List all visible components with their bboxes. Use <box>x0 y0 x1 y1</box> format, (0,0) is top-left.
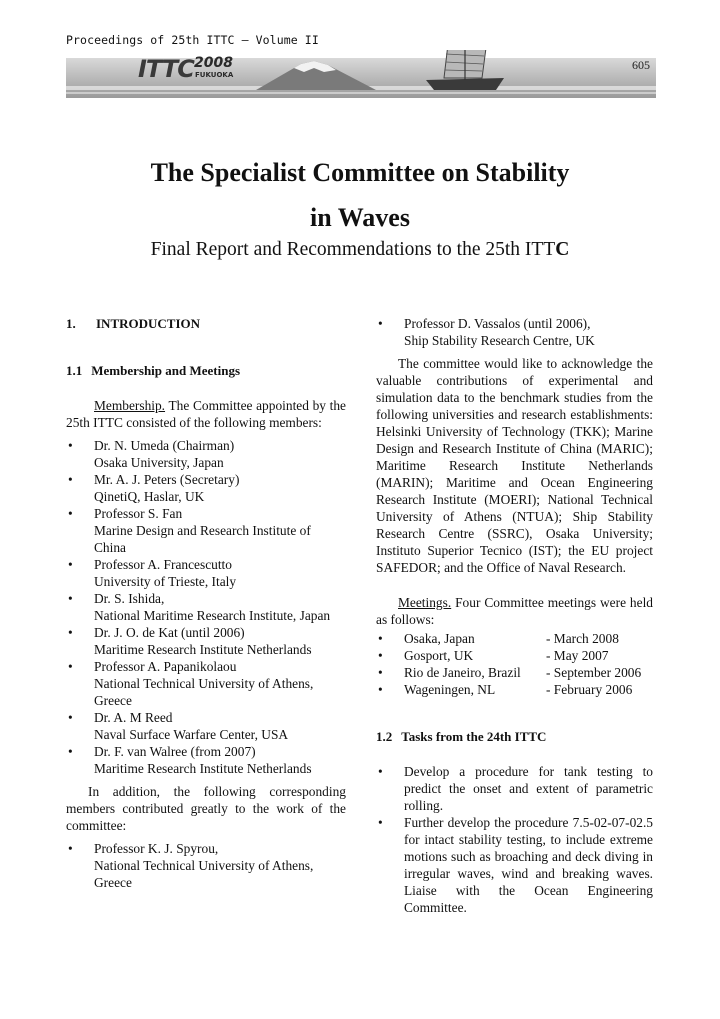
task-item: • Further develop the procedure 7.5-02-07-02.5 for intact stability testing, to include extreme motions such as broaching and deck diving in irregular waves, wind and breaking waves. Liaise with the Ocean Engineering Committee. <box>376 814 653 916</box>
member-item <box>66 658 346 709</box>
member-item <box>66 471 346 505</box>
member-affiliation: University of Trieste, Italy <box>94 574 237 589</box>
member-affiliation: National Maritime Research Institute, Japan <box>94 608 331 623</box>
member-item <box>66 505 346 556</box>
member-name: • Dr. S. Ishida, <box>94 591 165 606</box>
task-item: • Develop a procedure for tank testing to predict the onset and extent of parametric rolling. <box>376 763 653 814</box>
member-affiliation: Marine Design and Research Institute of China <box>94 523 311 555</box>
meeting-item <box>376 664 653 681</box>
right-column <box>376 315 653 916</box>
member-item <box>66 590 346 624</box>
ittc-logo <box>138 53 258 87</box>
subsection-heading: 1.1 Membership and Meetings <box>66 363 241 378</box>
subsection-heading-tasks: 1.2 Tasks from the 24th ITTC <box>376 729 547 744</box>
member-item <box>66 624 346 658</box>
member-affiliation: Osaka University, Japan <box>94 455 224 470</box>
member-name: • Professor A. Papanikolaou <box>94 659 237 674</box>
member-item <box>66 556 346 590</box>
meeting-date: - February 2006 <box>546 682 633 697</box>
meetings-paragraph: Meetings. Four Committee meetings were held as follows: <box>376 595 653 627</box>
corresponding-list-cont <box>376 315 653 349</box>
logo-text: ITTC <box>138 55 194 83</box>
member-name: • Dr. F. van Walree (from 2007) <box>94 744 256 759</box>
meeting-date: - May 2007 <box>546 648 609 663</box>
member-affiliation: Maritime Research Institute Netherlands <box>94 761 312 776</box>
membership-paragraph: Membership. The Committee appointed by the 25th ITTC consisted of the following members: <box>66 398 346 430</box>
meeting-date: - September 2006 <box>546 665 642 680</box>
member-item <box>66 437 346 471</box>
member-name: • Dr. A. M Reed <box>94 710 173 725</box>
member-name: • Professor K. J. Spyrou, <box>94 841 219 856</box>
meeting-place: • Osaka, Japan <box>404 631 475 646</box>
meeting-item <box>376 681 653 698</box>
member-name: • Professor A. Francescutto <box>94 557 232 572</box>
title-line-2: in Waves <box>310 203 410 232</box>
member-affiliation: Naval Surface Warfare Center, USA <box>94 727 289 742</box>
logo-year: 2008 <box>194 55 233 71</box>
member-affiliation: National Technical University of Athens, Greece <box>94 858 314 890</box>
member-affiliation: Maritime Research Institute Netherlands <box>94 642 312 657</box>
meeting-place: • Gosport, UK <box>404 648 474 663</box>
title-line-1: The Specialist Committee on Stability <box>150 158 570 187</box>
meeting-item <box>376 630 653 647</box>
member-name: • Professor S. Fan <box>94 506 183 521</box>
member-item <box>66 743 346 777</box>
meetings-list <box>376 630 653 698</box>
member-name: • Mr. A. J. Peters (Secretary) <box>94 472 240 487</box>
subtitle: Final Report and Recommendations to the 25th ITTC <box>150 239 570 260</box>
member-item <box>66 709 346 743</box>
meeting-place: • Wageningen, NL <box>404 682 496 697</box>
member-name: • Dr. N. Umeda (Chairman) <box>94 438 235 453</box>
logo-city: FUKUOKA <box>195 71 234 79</box>
acknowledge-paragraph: The committee would like to acknowledge the valuable contributions of experimental and simulation data to the benchmark studies from the following universities and research establishments: Helsinki University of Technology (TKK); Marine Design and Research Institute of China (MARIC); Maritime Research Institute Netherlands (MARIN); Maritime and Ocean Engineering Research Institute (MOERI); National Technical University of Athens (NTUA); Ship Stability Research Centre (SSRC), Osaka University; Instituto Superior Tecnico (IST); the EU project SAFEDOR; and the Office of Naval Research. <box>376 356 653 575</box>
meeting-date: - March 2008 <box>546 631 619 646</box>
left-column <box>66 315 346 891</box>
tasks-list <box>376 763 653 916</box>
member-affiliation: Ship Stability Research Centre, UK <box>404 333 595 348</box>
corresponding-list <box>66 840 346 891</box>
member-item <box>66 840 346 891</box>
member-name: • Dr. J. O. de Kat (until 2006) <box>94 625 245 640</box>
page-number: 605 <box>632 58 650 72</box>
section-heading: 1. INTRODUCTION <box>66 316 201 331</box>
members-list <box>66 437 346 777</box>
member-name: • Professor D. Vassalos (until 2006), <box>404 316 591 331</box>
running-head: Proceedings of 25th ITTC – Volume II <box>66 33 319 47</box>
member-affiliation: National Technical University of Athens, Greece <box>94 676 314 708</box>
meeting-place: • Rio de Janeiro, Brazil <box>404 665 521 680</box>
meeting-item <box>376 647 653 664</box>
member-item <box>376 315 653 349</box>
corresponding-paragraph: In addition, the following corresponding members contributed greatly to the work of the committee: <box>66 784 346 833</box>
member-affiliation: QinetiQ, Haslar, UK <box>94 489 205 504</box>
